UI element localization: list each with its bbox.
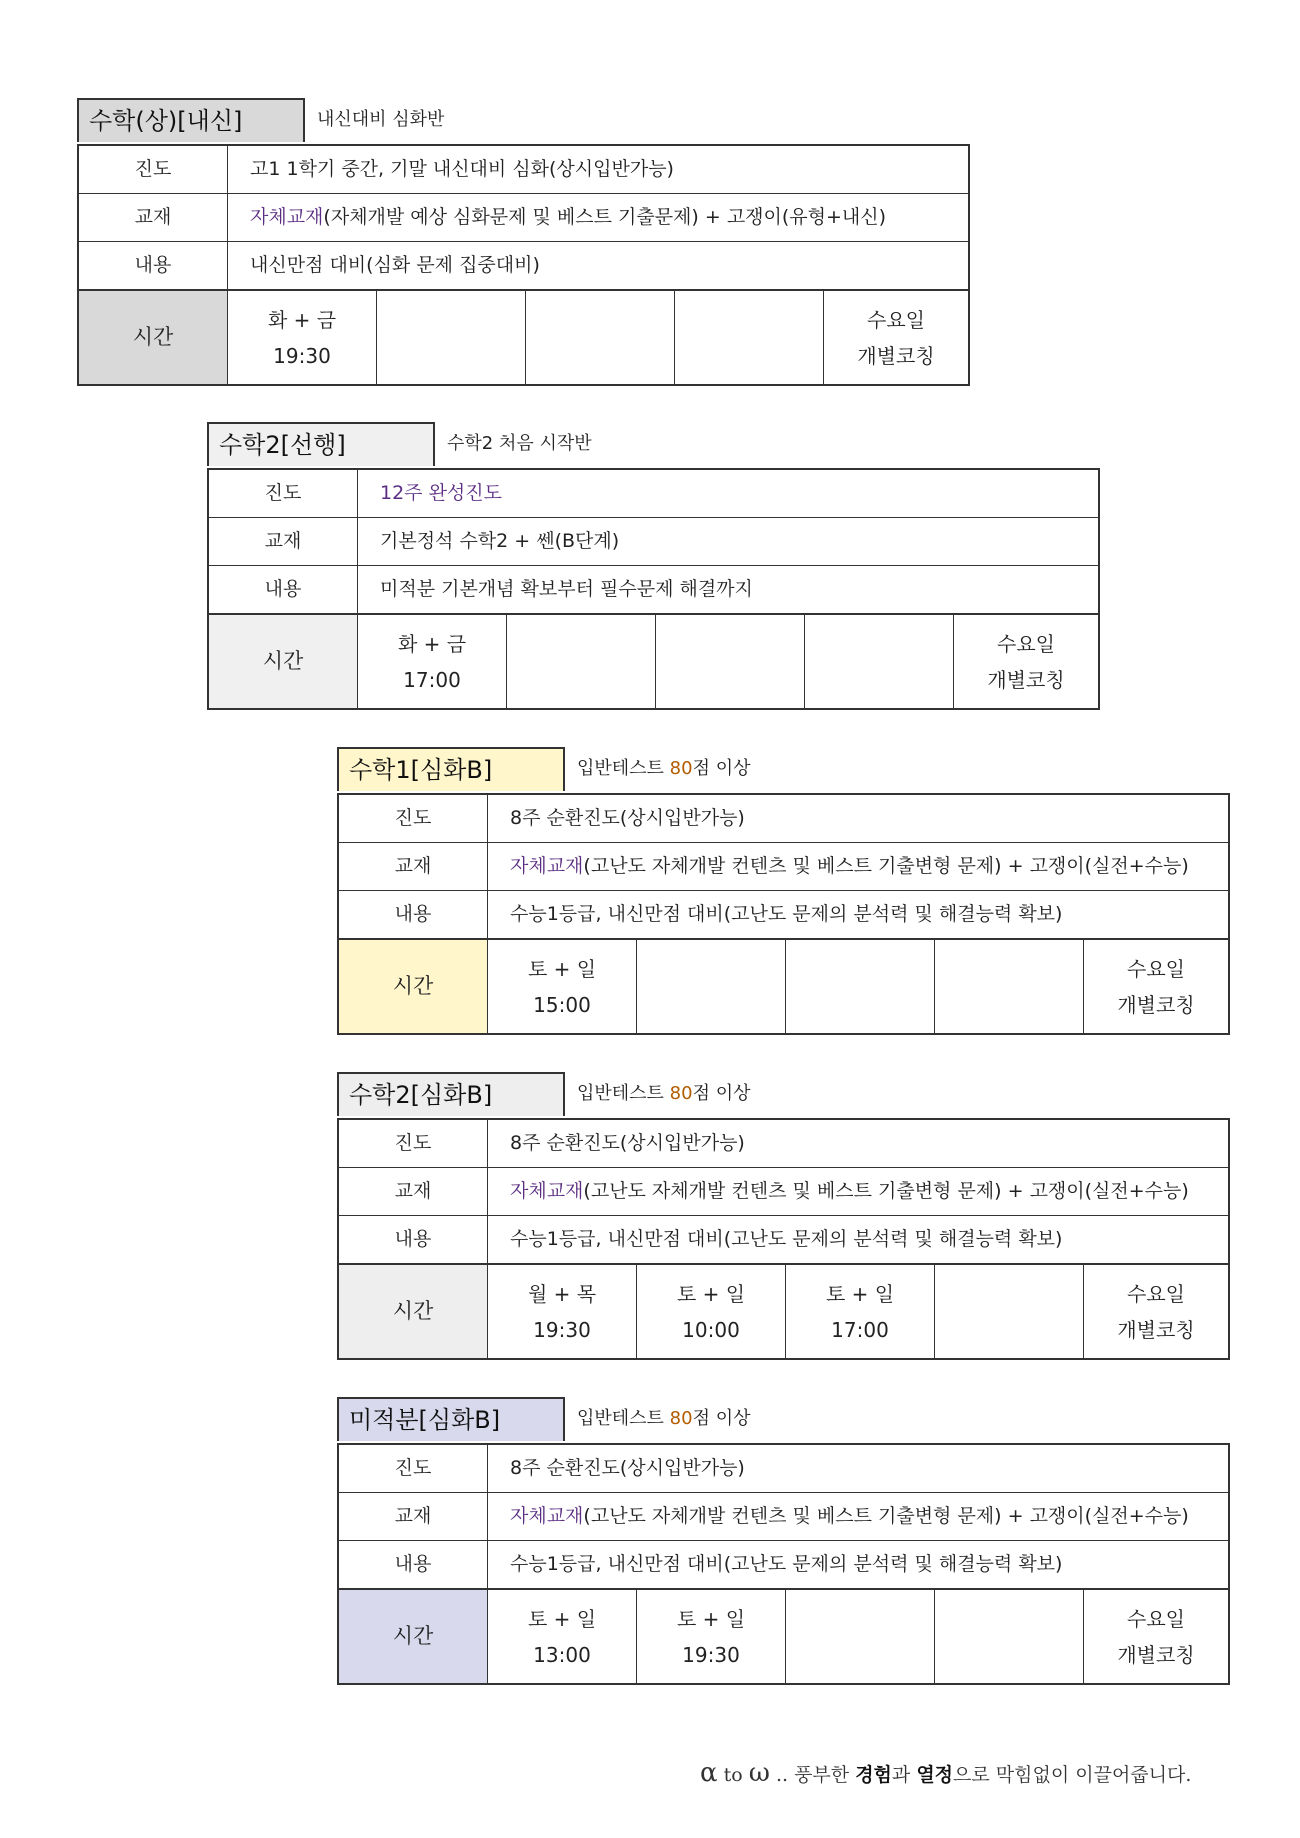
time-row bbox=[339, 938, 1228, 1033]
slot-time: 19:30 bbox=[273, 343, 331, 368]
textbook-value bbox=[358, 518, 1098, 565]
content-row bbox=[79, 241, 968, 289]
time-slot bbox=[1084, 1265, 1228, 1358]
footer-slogan bbox=[700, 1758, 1191, 1788]
slot-day: 수요일 bbox=[1127, 956, 1185, 981]
time-slot bbox=[228, 291, 377, 384]
slot-time: 개별코칭 bbox=[987, 667, 1065, 692]
row-label: 진도 bbox=[339, 1120, 488, 1167]
course-title: 수학2[선행] bbox=[207, 422, 435, 466]
content-row bbox=[209, 565, 1098, 613]
time-slot bbox=[488, 940, 637, 1033]
course-header bbox=[337, 1397, 1230, 1443]
time-slot bbox=[935, 1590, 1084, 1683]
time-slot bbox=[637, 1265, 786, 1358]
progress-row bbox=[79, 146, 968, 193]
slot-time: 개별코칭 bbox=[1117, 1317, 1195, 1342]
row-label: 진도 bbox=[339, 795, 488, 842]
time-row bbox=[339, 1588, 1228, 1683]
time-slot bbox=[935, 1265, 1084, 1358]
row-label: 내용 bbox=[79, 242, 228, 289]
slot-time: 19:30 bbox=[682, 1642, 740, 1667]
row-label: 교재 bbox=[209, 518, 358, 565]
row-label: 내용 bbox=[209, 566, 358, 613]
row-label: 내용 bbox=[339, 1216, 488, 1263]
time-slot bbox=[656, 615, 805, 708]
subtitle-score: 80 bbox=[669, 1408, 693, 1429]
textbook-row bbox=[339, 1492, 1228, 1540]
content-value: 내신만점 대비(심화 문제 집중대비) bbox=[250, 254, 540, 276]
textbook-row bbox=[79, 193, 968, 241]
slot-time: 15:00 bbox=[533, 992, 591, 1017]
course-subtitle bbox=[565, 1072, 750, 1118]
content-value: 수능1등급, 내신만점 대비(고난도 문제의 분석력 및 해결능력 확보) bbox=[510, 903, 1063, 925]
row-label: 교재 bbox=[79, 194, 228, 241]
slot-day: 토 + 일 bbox=[825, 1281, 895, 1306]
textbook-detail: 기본정석 수학2 + 쎈(B단계) bbox=[380, 530, 620, 552]
progress-value: 8주 순환진도(상시입반가능) bbox=[510, 807, 745, 829]
progress-value: 8주 순환진도(상시입반가능) bbox=[510, 1132, 745, 1154]
course-header bbox=[337, 1072, 1230, 1118]
textbook-row bbox=[209, 517, 1098, 565]
time-slot bbox=[637, 1590, 786, 1683]
time-label: 시간 bbox=[339, 940, 488, 1033]
subtitle-score: 80 bbox=[669, 758, 693, 779]
progress-row bbox=[209, 470, 1098, 517]
omega-symbol: ω bbox=[748, 1758, 770, 1788]
course-block bbox=[207, 422, 1100, 710]
content-value: 미적분 기본개념 확보부터 필수문제 해결까지 bbox=[380, 578, 753, 600]
course-table bbox=[337, 793, 1230, 1035]
course-block bbox=[337, 1397, 1230, 1685]
time-slot bbox=[675, 291, 824, 384]
content-row bbox=[339, 1215, 1228, 1263]
progress-value: 8주 순환진도(상시입반가능) bbox=[510, 1457, 745, 1479]
subtitle-suffix: 점 이상 bbox=[692, 758, 751, 779]
footer-text: .. 풍부한 bbox=[769, 1764, 856, 1786]
row-label: 내용 bbox=[339, 891, 488, 938]
footer-passion: 열정 bbox=[916, 1764, 954, 1786]
row-label: 진도 bbox=[339, 1445, 488, 1492]
time-label: 시간 bbox=[209, 615, 358, 708]
slot-day: 화 + 금 bbox=[397, 631, 467, 656]
alpha-symbol: α bbox=[700, 1758, 718, 1788]
subtitle-suffix: 점 이상 bbox=[692, 1408, 751, 1429]
course-table bbox=[77, 144, 970, 386]
slot-day: 수요일 bbox=[1127, 1606, 1185, 1631]
course-block bbox=[77, 98, 970, 386]
textbook-detail: (자체개발 예상 심화문제 및 베스트 기출문제) + 고쟁이(유형+내신) bbox=[323, 206, 887, 228]
time-label: 시간 bbox=[339, 1590, 488, 1683]
time-slot bbox=[507, 615, 656, 708]
textbook-value bbox=[228, 194, 968, 241]
slot-day: 토 + 일 bbox=[676, 1281, 746, 1306]
row-label: 교재 bbox=[339, 843, 488, 890]
slot-time: 개별코칭 bbox=[857, 343, 935, 368]
textbook-detail: (고난도 자체개발 컨텐츠 및 베스트 기출변형 문제) + 고쟁이(실전+수능) bbox=[583, 1180, 1189, 1202]
course-block bbox=[337, 1072, 1230, 1360]
subtitle-text: 입반테스트 bbox=[577, 1083, 670, 1104]
progress-value bbox=[358, 470, 1098, 517]
time-slot bbox=[786, 1265, 935, 1358]
textbook-detail: (고난도 자체개발 컨텐츠 및 베스트 기출변형 문제) + 고쟁이(실전+수능) bbox=[583, 1505, 1189, 1527]
subtitle-text: 입반테스트 bbox=[577, 758, 670, 779]
row-label: 교재 bbox=[339, 1168, 488, 1215]
time-slot bbox=[358, 615, 507, 708]
time-row bbox=[79, 289, 968, 384]
time-slot bbox=[1084, 940, 1228, 1033]
row-label: 진도 bbox=[209, 470, 358, 517]
slot-day: 토 + 일 bbox=[527, 956, 597, 981]
textbook-value bbox=[488, 1168, 1228, 1215]
textbook-highlight: 자체교재 bbox=[250, 206, 324, 228]
course-subtitle bbox=[565, 1397, 750, 1443]
time-slot bbox=[824, 291, 968, 384]
content-row bbox=[339, 890, 1228, 938]
subtitle-score: 80 bbox=[669, 1083, 693, 1104]
time-slot bbox=[786, 1590, 935, 1683]
textbook-row bbox=[339, 1167, 1228, 1215]
slot-time: 19:30 bbox=[533, 1317, 591, 1342]
slot-time: 17:00 bbox=[403, 667, 461, 692]
footer-to: to bbox=[717, 1764, 749, 1786]
time-row bbox=[209, 613, 1098, 708]
textbook-value bbox=[488, 1493, 1228, 1540]
textbook-detail: (고난도 자체개발 컨텐츠 및 베스트 기출변형 문제) + 고쟁이(실전+수능) bbox=[583, 855, 1189, 877]
time-slot bbox=[488, 1265, 637, 1358]
time-slot bbox=[526, 291, 675, 384]
row-label: 교재 bbox=[339, 1493, 488, 1540]
subtitle-suffix: 점 이상 bbox=[692, 1083, 751, 1104]
slot-time: 17:00 bbox=[831, 1317, 889, 1342]
time-slot bbox=[805, 615, 954, 708]
time-slot bbox=[954, 615, 1098, 708]
time-label: 시간 bbox=[339, 1265, 488, 1358]
slot-time: 개별코칭 bbox=[1117, 1642, 1195, 1667]
textbook-row bbox=[339, 842, 1228, 890]
slot-day: 토 + 일 bbox=[676, 1606, 746, 1631]
time-slot bbox=[377, 291, 526, 384]
course-subtitle: 내신대비 심화반 bbox=[317, 109, 445, 130]
content-value: 수능1등급, 내신만점 대비(고난도 문제의 분석력 및 해결능력 확보) bbox=[510, 1228, 1063, 1250]
time-slot bbox=[1084, 1590, 1228, 1683]
course-title: 수학(상)[내신] bbox=[77, 98, 305, 142]
progress-row bbox=[339, 795, 1228, 842]
subtitle-text: 입반테스트 bbox=[577, 1408, 670, 1429]
row-label: 진도 bbox=[79, 146, 228, 193]
slot-day: 화 + 금 bbox=[267, 307, 337, 332]
course-block bbox=[337, 747, 1230, 1035]
footer-and: 과 bbox=[891, 1764, 917, 1786]
course-table bbox=[337, 1118, 1230, 1360]
textbook-highlight: 자체교재 bbox=[510, 1180, 584, 1202]
slot-day: 수요일 bbox=[867, 307, 925, 332]
course-subtitle: 수학2 처음 시작반 bbox=[447, 433, 592, 454]
time-label: 시간 bbox=[79, 291, 228, 384]
progress-text: 12주 완성진도 bbox=[380, 482, 502, 504]
time-row bbox=[339, 1263, 1228, 1358]
time-slot bbox=[935, 940, 1084, 1033]
time-slot bbox=[786, 940, 935, 1033]
slot-day: 월 + 목 bbox=[527, 1281, 597, 1306]
progress-row bbox=[339, 1120, 1228, 1167]
slot-day: 수요일 bbox=[1127, 1281, 1185, 1306]
course-header bbox=[337, 747, 1230, 793]
time-slot bbox=[637, 940, 786, 1033]
course-title: 미적분[심화B] bbox=[337, 1397, 565, 1441]
textbook-highlight: 자체교재 bbox=[510, 855, 584, 877]
progress-value: 고1 1학기 중간, 기말 내신대비 심화(상시입반가능) bbox=[250, 158, 674, 180]
content-row bbox=[339, 1540, 1228, 1588]
content-value: 수능1등급, 내신만점 대비(고난도 문제의 분석력 및 해결능력 확보) bbox=[510, 1553, 1063, 1575]
slot-time: 개별코칭 bbox=[1117, 992, 1195, 1017]
slot-time: 10:00 bbox=[682, 1317, 740, 1342]
row-label: 내용 bbox=[339, 1541, 488, 1588]
slot-day: 수요일 bbox=[997, 631, 1055, 656]
course-table bbox=[207, 468, 1100, 710]
course-subtitle bbox=[565, 747, 750, 793]
footer-rest: 으로 막힘없이 이끌어줍니다. bbox=[953, 1764, 1192, 1786]
course-table bbox=[337, 1443, 1230, 1685]
textbook-value bbox=[488, 843, 1228, 890]
slot-time: 13:00 bbox=[533, 1642, 591, 1667]
textbook-highlight: 자체교재 bbox=[510, 1505, 584, 1527]
footer-experience: 경험 bbox=[855, 1764, 892, 1786]
slot-day: 토 + 일 bbox=[527, 1606, 597, 1631]
course-title: 수학2[심화B] bbox=[337, 1072, 565, 1116]
course-header bbox=[77, 98, 970, 144]
course-header bbox=[207, 422, 1100, 468]
course-title: 수학1[심화B] bbox=[337, 747, 565, 791]
time-slot bbox=[488, 1590, 637, 1683]
progress-row bbox=[339, 1445, 1228, 1492]
